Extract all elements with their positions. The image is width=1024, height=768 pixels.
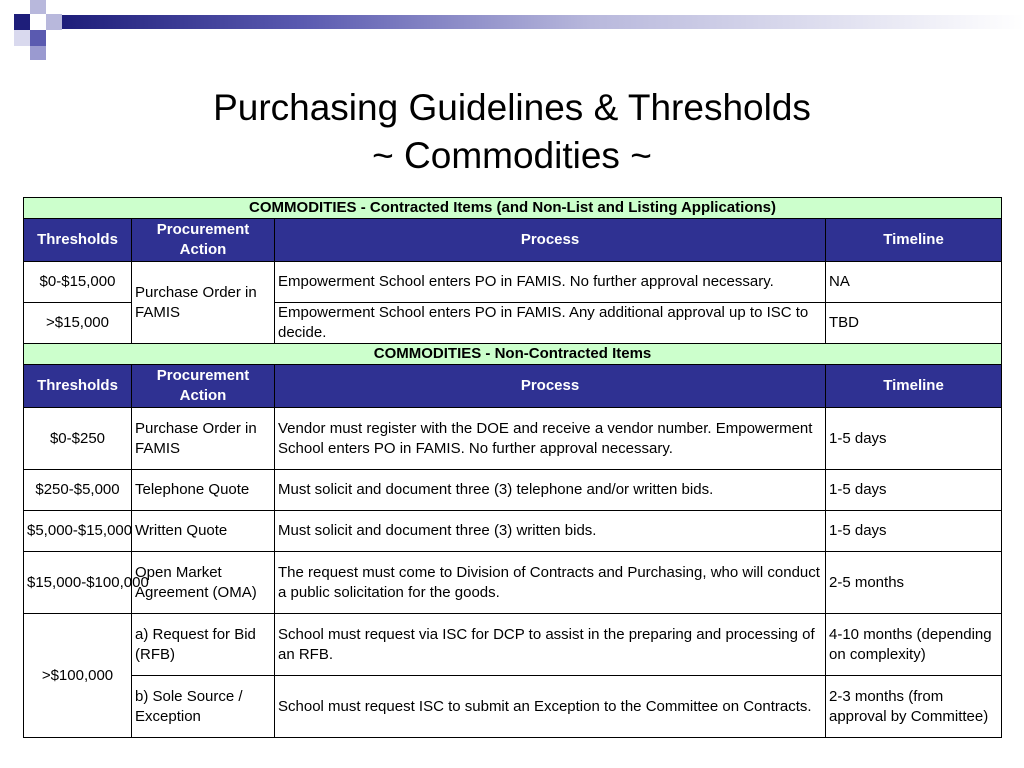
slide-title xyxy=(0,84,1024,180)
col-header-process: Process xyxy=(275,219,826,262)
process-cell: School must request via ISC for DCP to assist in the preparing and processing of an RFB. xyxy=(275,614,826,676)
title-line-2: ~ Commodities ~ xyxy=(372,135,652,176)
section-header-non-contracted xyxy=(24,344,1002,365)
threshold-cell: >$15,000 xyxy=(24,303,132,344)
table-row xyxy=(24,614,1002,676)
timeline-cell: TBD xyxy=(826,303,1002,344)
threshold-cell: $15,000-$100,000 xyxy=(24,552,132,614)
col-header-procurement-action: Procurement Action xyxy=(132,365,275,408)
timeline-cell: 1-5 days xyxy=(826,511,1002,552)
process-cell: The request must come to Division of Contracts and Purchasing, who will conduct a public solicitation for the goods. xyxy=(275,552,826,614)
decor-square xyxy=(30,30,46,46)
timeline-cell: 4-10 months (depending on complexity) xyxy=(826,614,1002,676)
threshold-cell: $5,000-$15,000 xyxy=(24,511,132,552)
table-row xyxy=(24,676,1002,738)
threshold-cell: $250-$5,000 xyxy=(24,470,132,511)
threshold-cell: $0-$15,000 xyxy=(24,262,132,303)
col-header-thresholds: Thresholds xyxy=(24,219,132,262)
col-header-timeline: Timeline xyxy=(826,365,1002,408)
table-row xyxy=(24,408,1002,470)
action-cell: Telephone Quote xyxy=(132,470,275,511)
action-cell: Purchase Order in FAMIS xyxy=(132,408,275,470)
decor-square xyxy=(30,0,46,14)
process-cell: Empowerment School enters PO in FAMIS. Any additional approval up to ISC to decide. xyxy=(275,303,826,344)
timeline-cell: 2-5 months xyxy=(826,552,1002,614)
process-cell: Must solicit and document three (3) telephone and/or written bids. xyxy=(275,470,826,511)
decor-square xyxy=(14,30,30,46)
timeline-cell: 2-3 months (from approval by Committee) xyxy=(826,676,1002,738)
col-header-procurement-action: Procurement Action xyxy=(132,219,275,262)
table-row xyxy=(24,470,1002,511)
section-title: COMMODITIES - Contracted Items (and Non-List and Listing Applications) xyxy=(24,198,1002,219)
threshold-cell: $0-$250 xyxy=(24,408,132,470)
action-cell: b) Sole Source / Exception xyxy=(132,676,275,738)
column-header-row xyxy=(24,365,1002,408)
col-header-thresholds: Thresholds xyxy=(24,365,132,408)
process-cell: Empowerment School enters PO in FAMIS. No further approval necessary. xyxy=(275,262,826,303)
timeline-cell: NA xyxy=(826,262,1002,303)
col-header-timeline: Timeline xyxy=(826,219,1002,262)
process-cell: School must request ISC to submit an Exception to the Committee on Contracts. xyxy=(275,676,826,738)
title-line-1: Purchasing Guidelines & Thresholds xyxy=(213,87,811,128)
col-header-process: Process xyxy=(275,365,826,408)
section-header-contracted xyxy=(24,198,1002,219)
decor-gradient-bar xyxy=(62,15,1024,29)
table-row xyxy=(24,262,1002,303)
decor-square xyxy=(46,14,62,30)
action-cell: a) Request for Bid (RFB) xyxy=(132,614,275,676)
action-cell: Written Quote xyxy=(132,511,275,552)
action-cell: Open Market Agreement (OMA) xyxy=(132,552,275,614)
process-cell: Vendor must register with the DOE and receive a vendor number. Empowerment School enters PO in FAMIS. No further approval necessary. xyxy=(275,408,826,470)
decor-square xyxy=(14,14,30,30)
decor-square xyxy=(30,46,46,60)
timeline-cell: 1-5 days xyxy=(826,470,1002,511)
threshold-cell: >$100,000 xyxy=(24,614,132,738)
timeline-cell: 1-5 days xyxy=(826,408,1002,470)
action-cell: Purchase Order in FAMIS xyxy=(132,262,275,344)
section-title: COMMODITIES - Non-Contracted Items xyxy=(24,344,1002,365)
table-row xyxy=(24,511,1002,552)
column-header-row xyxy=(24,219,1002,262)
thresholds-table xyxy=(23,197,1002,738)
table-row xyxy=(24,552,1002,614)
process-cell: Must solicit and document three (3) written bids. xyxy=(275,511,826,552)
